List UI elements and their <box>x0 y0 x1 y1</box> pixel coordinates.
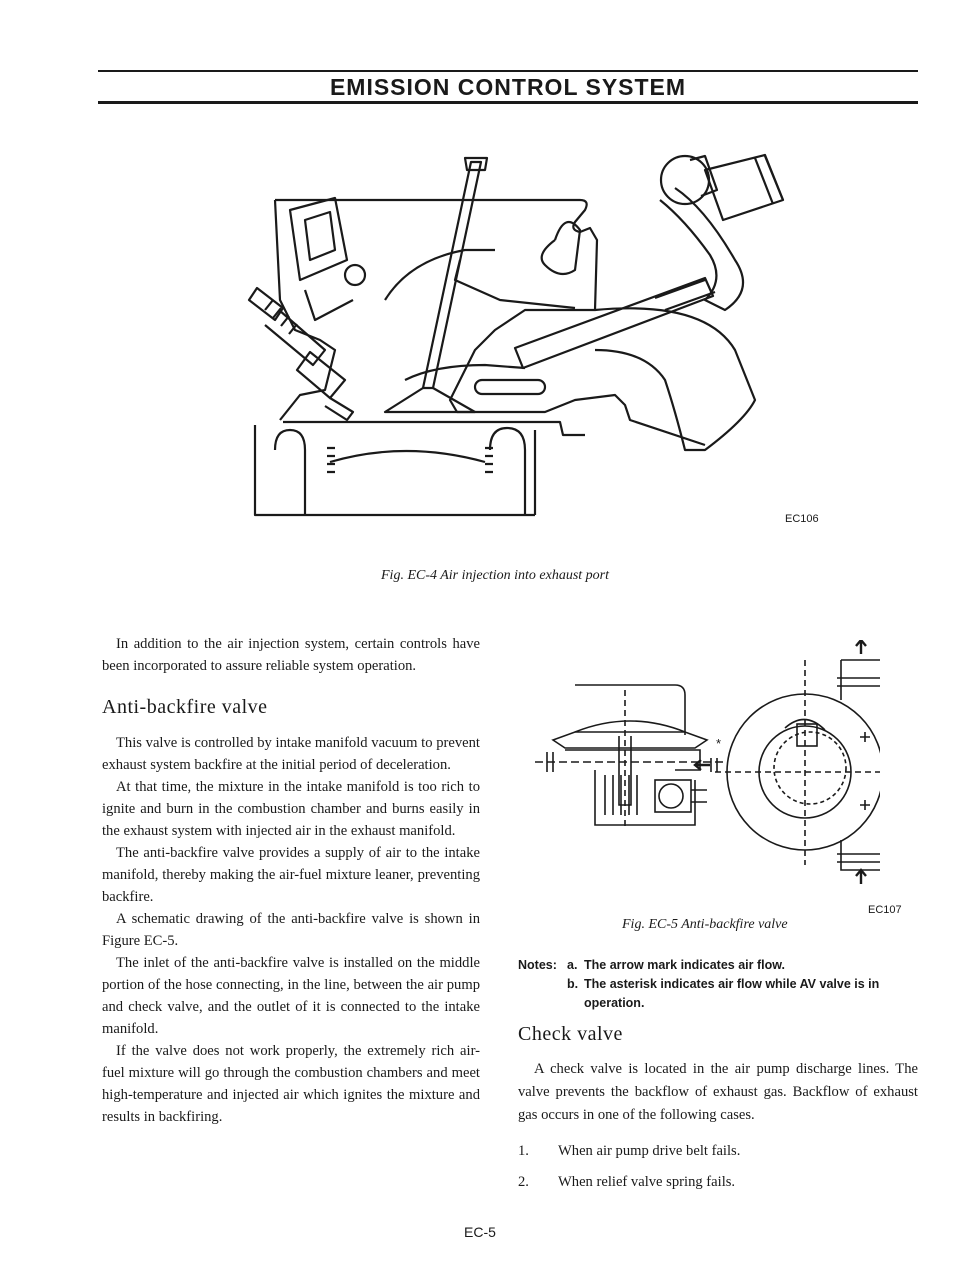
figure-ec5-code: EC107 <box>868 904 902 916</box>
list-item <box>518 1143 918 1160</box>
anti-backfire-paragraph: The inlet of the anti-backfire valve is installed on the middle portion of the hose connecting, in the line, between the air pump and check valve, and the outlet of it is connected to the intake manifold. <box>102 955 480 1037</box>
right-column <box>518 956 918 1191</box>
anti-backfire-paragraph: A schematic drawing of the anti-backfire valve is shown in Figure EC-5. <box>102 911 480 949</box>
note-item <box>567 956 918 975</box>
intro-paragraph: In addition to the air injection system, certain controls have been incorporated to assure reliable system operation. <box>102 636 480 674</box>
page-number: EC-5 <box>464 1224 496 1240</box>
check-valve-section <box>518 1023 918 1191</box>
anti-backfire-valve-diagram <box>535 640 880 885</box>
anti-backfire-heading: Anti-backfire valve <box>102 696 268 718</box>
figure-notes <box>518 956 918 1013</box>
asterisk-mark: * <box>716 736 722 751</box>
list-item <box>518 1174 918 1191</box>
list-text: When relief valve spring fails. <box>558 1174 736 1190</box>
note-text: The asterisk indicates air flow while AV valve is in operation. <box>584 977 880 1010</box>
page-header-title: EMISSION CONTROL SYSTEM <box>329 74 687 100</box>
air-injection-diagram <box>235 150 835 530</box>
note-letter: b. <box>567 977 579 991</box>
note-letter: a. <box>567 958 578 972</box>
check-valve-heading: Check valve <box>518 1023 623 1045</box>
figure-ec4-caption: Fig. EC-4 Air injection into exhaust port <box>381 568 609 583</box>
header-rule-bottom <box>98 101 918 104</box>
list-number: 1. <box>518 1143 529 1159</box>
anti-backfire-paragraph: The anti-backfire valve provides a supply of air to the intake manifold, thereby making the air-fuel mixture leaner, preventing backfire. <box>102 845 480 905</box>
notes-label: Notes: <box>518 958 557 972</box>
figure-ec4-code: EC106 <box>785 513 819 525</box>
anti-backfire-paragraph: This valve is controlled by intake manifold vacuum to prevent exhaust system backfire at the initial period of deceleration. <box>102 735 480 773</box>
header-rule-top <box>98 70 918 72</box>
figure-ec5-caption: Fig. EC-5 Anti-backfire valve <box>622 917 788 932</box>
left-column <box>102 633 480 1128</box>
note-item <box>567 975 918 1013</box>
anti-backfire-paragraph: If the valve does not work properly, the extremely rich air-fuel mixture will go through the combustion chambers and meet high-temperature and injected air which ignites the mixture and results in backfiring. <box>102 1043 480 1125</box>
list-text: When air pump drive belt fails. <box>558 1143 741 1159</box>
check-valve-paragraph: A check valve is located in the air pump discharge lines. The valve prevents the backflow of exhaust gas. Backflow of exhaust gas occurs in one of the following cases. <box>518 1061 918 1123</box>
anti-backfire-paragraph: At that time, the mixture in the intake manifold is too rich to ignite and burn in the combustion chamber and burns easily in the exhaust system with injected air in the exhaust manifold. <box>102 779 480 839</box>
note-text: The arrow mark indicates air flow. <box>584 958 785 972</box>
list-number: 2. <box>518 1174 529 1190</box>
